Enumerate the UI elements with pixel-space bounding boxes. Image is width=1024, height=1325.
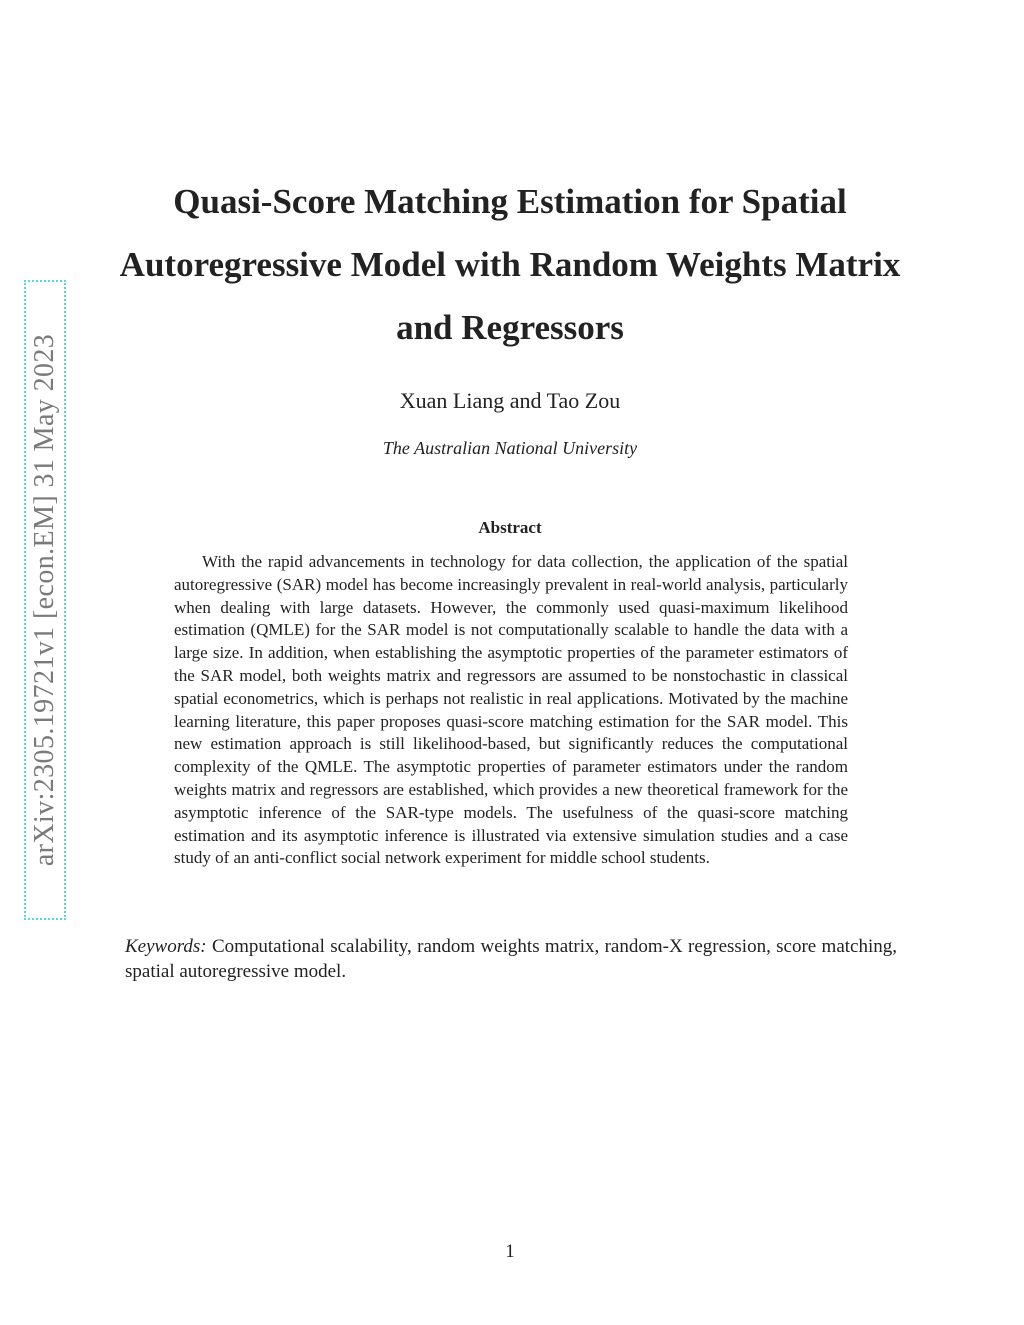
paper-title: Quasi-Score Matching Estimation for Spatial Autoregressive Model with Random Weights Matrix and Regressors	[119, 182, 901, 347]
arxiv-stamp-text: arXiv:2305.19721v1 [econ.EM] 31 May 2023	[29, 333, 60, 867]
abstract-text: With the rapid advancements in technology for data collection, the application of the spatial autoregressive (SAR) model has become increasingly prevalent in real-world analysis, particularly when dealing with large datasets. However, the commonly used quasi-maximum likelihood estimation (QMLE) for the SAR model is not computationally scalable to handle the data with a large size. In addition, when establishing the asymptotic properties of the parameter estimators of the SAR model, both weights matrix and regressors are assumed to be nonstochastic in classical spatial econometrics, which is perhaps not realistic in real applications. Motivated by the machine learning literature, this paper proposes quasi-score matching estimation for the SAR model. This new estimation approach is still likelihood-based, but significantly reduces the computational complexity of the QMLE. The asymptotic properties of parameter estimators under the random weights matrix and regressors are established, which provides a new theoretical framework for the asymptotic inference of the SAR-type models. The usefulness of the quasi-score matching estimation and its asymptotic inference is illustrated via extensive simulation studies and a case study of an anti-conflict social network experiment for middle school students.	[174, 552, 848, 868]
page-number: 1	[505, 1241, 515, 1262]
keywords-label: Keywords:	[125, 936, 207, 957]
abstract-heading: Abstract	[478, 518, 542, 537]
keywords	[125, 934, 897, 984]
paper-affiliation: The Australian National University	[382, 438, 638, 458]
paper-authors: Xuan Liang and Tao Zou	[399, 388, 621, 413]
arxiv-stamp[interactable]	[24, 280, 66, 920]
keywords-text: Computational scalability, random weights matrix, random-X regression, score matching, spatial autoregressive model.	[125, 936, 898, 982]
